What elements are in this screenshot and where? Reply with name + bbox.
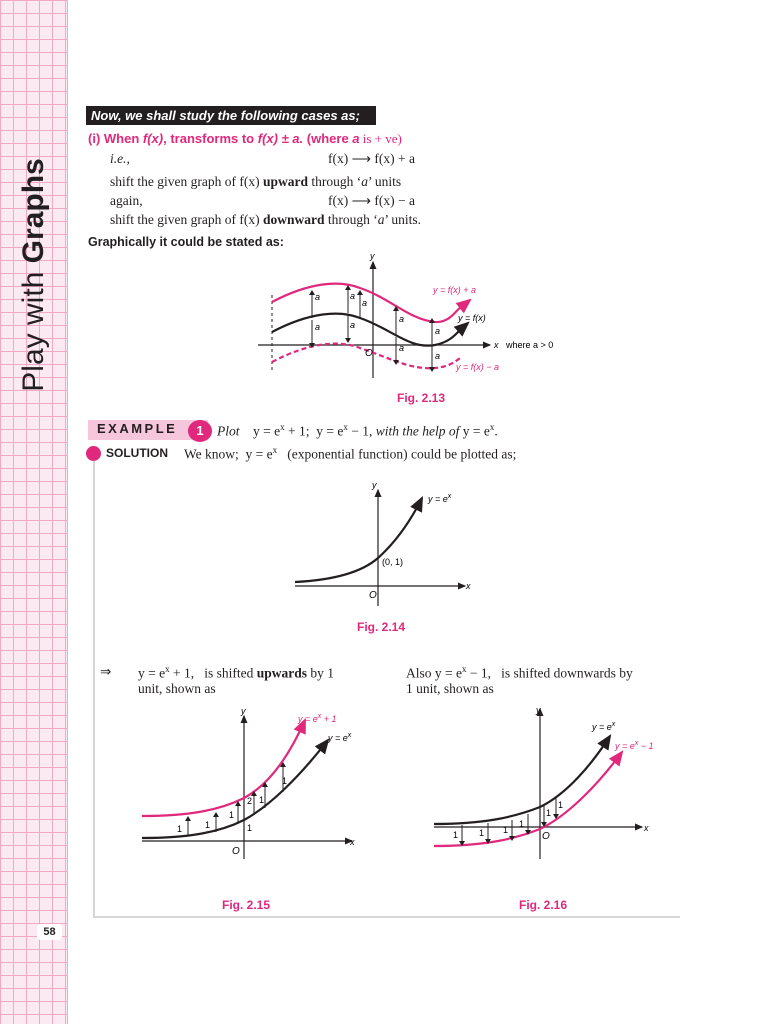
fig214-y-label: y xyxy=(372,480,377,490)
case-fx: f(x) xyxy=(142,131,164,146)
solution-we-know: We know; xyxy=(184,446,239,462)
para-left-text1: is shifted xyxy=(204,665,257,681)
shift-down-line xyxy=(110,212,421,228)
fig214-origin: O xyxy=(369,590,377,601)
example-eq2-tail: − 1, xyxy=(347,423,373,439)
fig215-one: 1 xyxy=(229,810,235,820)
case-tail: is + ve) xyxy=(359,131,402,146)
graphically-line: Graphically it could be stated as: xyxy=(88,235,284,249)
fig213-origin: O xyxy=(365,348,373,359)
fig216-one: 1 xyxy=(453,830,459,840)
chapter-side-title xyxy=(0,158,68,392)
case-mid: , transforms to xyxy=(163,131,258,146)
solution-label: SOLUTION xyxy=(106,446,168,460)
again-label: again, xyxy=(110,193,143,208)
fig214-curve-label-sup: x xyxy=(447,493,452,500)
para-right-eq-sup: x xyxy=(462,664,467,674)
fig214-curve-label xyxy=(427,493,452,504)
shift-down-bold: downward xyxy=(262,212,325,227)
fig216-shift-label-sup: x xyxy=(634,740,639,747)
figure-2-16 xyxy=(432,704,662,864)
margin-edge xyxy=(67,0,68,1024)
fig215-two: 2 xyxy=(247,796,253,806)
figure-2-14 xyxy=(290,478,490,613)
fig216-one: 1 xyxy=(519,819,525,829)
solution-rule xyxy=(93,461,95,917)
fig216-shift-label-main: y = e xyxy=(615,741,635,751)
fig213-a-label: a xyxy=(350,291,356,301)
fig-2-13-caption: Fig. 2.13 xyxy=(397,391,446,405)
fig215-shift-label xyxy=(297,713,337,724)
fig215-exp-curve xyxy=(142,740,328,838)
fig213-a-label: a xyxy=(435,351,441,361)
map-down: f(x) ⟶ f(x) − a xyxy=(328,193,415,208)
fig215-curve-label-sup: x xyxy=(347,732,352,739)
shift-down-a: a xyxy=(377,212,385,227)
graph-paper-margin xyxy=(0,0,68,1024)
fig214-x-label: x xyxy=(466,581,471,591)
fig215-one: 1 xyxy=(259,795,265,805)
case-prefix: (i) When xyxy=(88,131,143,146)
fig213-a-label: a xyxy=(362,298,368,308)
fig213-a-label: a xyxy=(315,322,321,332)
fig216-one: 1 xyxy=(546,808,552,818)
fig-2-15-caption: Fig. 2.15 xyxy=(222,898,271,912)
chapter-title-light: Play with xyxy=(17,263,50,392)
figure-2-15 xyxy=(140,704,365,864)
fig216-one: 1 xyxy=(503,825,509,835)
fig213-a-label: a xyxy=(315,292,321,302)
shift-up-line xyxy=(110,174,401,190)
example-help: with the help of xyxy=(372,423,463,439)
shift-up-2: through ‘ xyxy=(307,174,362,189)
solution-bullet xyxy=(86,446,101,461)
fig216-shift-label-tail: − 1 xyxy=(638,741,654,751)
para-left-eq-sup: x xyxy=(165,664,170,674)
para-right-line1 xyxy=(406,664,633,682)
fig213-y-label: y xyxy=(370,251,375,261)
case-fxa: f(x) ± a. xyxy=(257,131,304,146)
para-right-eq-tail: − 1, xyxy=(466,665,491,681)
shift-up-bold: upward xyxy=(262,174,308,189)
example-eq3: y = e xyxy=(462,423,490,439)
fig216-curve-label-main: y = e xyxy=(592,722,612,732)
fig-2-16-caption: Fig. 2.16 xyxy=(519,898,568,912)
example-label: EXAMPLE xyxy=(97,421,178,436)
para-right-also: Also xyxy=(406,665,435,681)
para-right-eq: y = e xyxy=(434,665,462,681)
example-eq1-sup: x xyxy=(280,422,285,432)
chapter-title-bold: Graphs xyxy=(17,158,50,264)
fig215-shifted-curve xyxy=(142,720,305,816)
fig213-a-label: a xyxy=(435,326,441,336)
para-right-text: is shifted downwards by xyxy=(501,665,633,681)
solution-eq-sup: x xyxy=(272,445,278,455)
fig215-y-label: y xyxy=(241,706,246,716)
fig216-x-label: x xyxy=(644,823,649,833)
example-eq1: y = e xyxy=(253,423,281,439)
example-number: 1 xyxy=(188,420,212,442)
example-eq2: y = e xyxy=(316,423,344,439)
para-left-eq: y = e xyxy=(138,665,166,681)
page-number: 58 xyxy=(37,924,62,940)
fig216-curve-label xyxy=(591,721,616,732)
fig215-curve-label xyxy=(327,732,352,743)
solution-eq: y = e xyxy=(245,446,273,462)
implies-arrow: ⇒ xyxy=(100,664,112,679)
solution-bottom-rule xyxy=(93,916,680,918)
example-eq2-sup: x xyxy=(343,422,348,432)
fig213-a-label: a xyxy=(399,343,405,353)
shift-up-3: ’ units xyxy=(367,174,402,189)
fig214-exp-curve xyxy=(295,498,422,582)
fig215-origin: O xyxy=(232,846,240,857)
fig215-x-label: x xyxy=(350,837,355,847)
solution-statement xyxy=(184,445,516,463)
para-left-text2: by 1 xyxy=(307,665,335,681)
shift-up-1: shift the given graph of f(x) xyxy=(110,174,263,189)
ie-label: i.e., xyxy=(110,151,130,166)
fig216-shift-label xyxy=(614,740,654,751)
fig215-one: 1 xyxy=(282,776,288,786)
fig215-shift-label-sup: x xyxy=(317,713,322,720)
fig216-one: 1 xyxy=(479,828,485,838)
fig213-a-label: a xyxy=(350,320,356,330)
shift-down-3: ’ units. xyxy=(384,212,421,227)
fig216-one: 1 xyxy=(558,800,564,810)
fig213-label-down: y = f(x) − a xyxy=(456,362,500,372)
fig213-label-f: y = f(x) xyxy=(458,313,486,323)
fig215-one: 1 xyxy=(205,820,211,830)
fig215-shift-label-main: y = e xyxy=(298,714,318,724)
solution-desc: (exponential function) could be plotted as; xyxy=(287,446,517,462)
fig215-curve-label-main: y = e xyxy=(328,733,348,743)
fig216-y-label: y xyxy=(536,705,541,715)
fig215-one: 1 xyxy=(247,823,253,833)
figure-2-13 xyxy=(250,250,580,385)
fig214-point: (0, 1) xyxy=(382,557,404,567)
shift-down-2: through ‘ xyxy=(324,212,378,227)
map-up: f(x) ⟶ f(x) + a xyxy=(328,151,415,166)
para-left-line2: unit, shown as xyxy=(138,681,216,696)
shift-down-1: shift the given graph of f(x) xyxy=(110,212,263,227)
section-heading: Now, we shall study the following cases as; xyxy=(86,106,376,125)
case-a: a xyxy=(352,131,360,146)
para-left-bold: upwards xyxy=(256,665,308,681)
fig216-curve-label-sup: x xyxy=(611,721,616,728)
example-plot: Plot xyxy=(217,423,240,439)
para-left-line1 xyxy=(138,664,334,682)
example-eq1-tail: + 1; xyxy=(284,423,310,439)
example-eq3-tail: . xyxy=(494,423,498,439)
case-i-title xyxy=(88,131,402,147)
fig213-where-note: where a > 0 xyxy=(506,340,554,350)
fig215-shift-label-tail: + 1 xyxy=(321,714,337,724)
fig215-one: 1 xyxy=(177,824,183,834)
fig214-curve-label-main: y = e xyxy=(428,494,448,504)
fig216-exp-curve xyxy=(434,736,610,824)
example-statement xyxy=(217,422,498,440)
fig-2-14-caption: Fig. 2.14 xyxy=(357,620,406,634)
fig213-x-label: x xyxy=(494,340,499,350)
fig213-a-label: a xyxy=(399,314,405,324)
para-left-eq-tail: + 1, xyxy=(169,665,195,681)
para-right-line2: 1 unit, shown as xyxy=(406,681,494,696)
fig216-origin: O xyxy=(542,831,550,842)
fig213-label-up: y = f(x) + a xyxy=(433,285,477,295)
shift-up-a: a xyxy=(361,174,368,189)
case-where: (where xyxy=(303,131,353,146)
example-eq3-sup: x xyxy=(489,422,495,432)
